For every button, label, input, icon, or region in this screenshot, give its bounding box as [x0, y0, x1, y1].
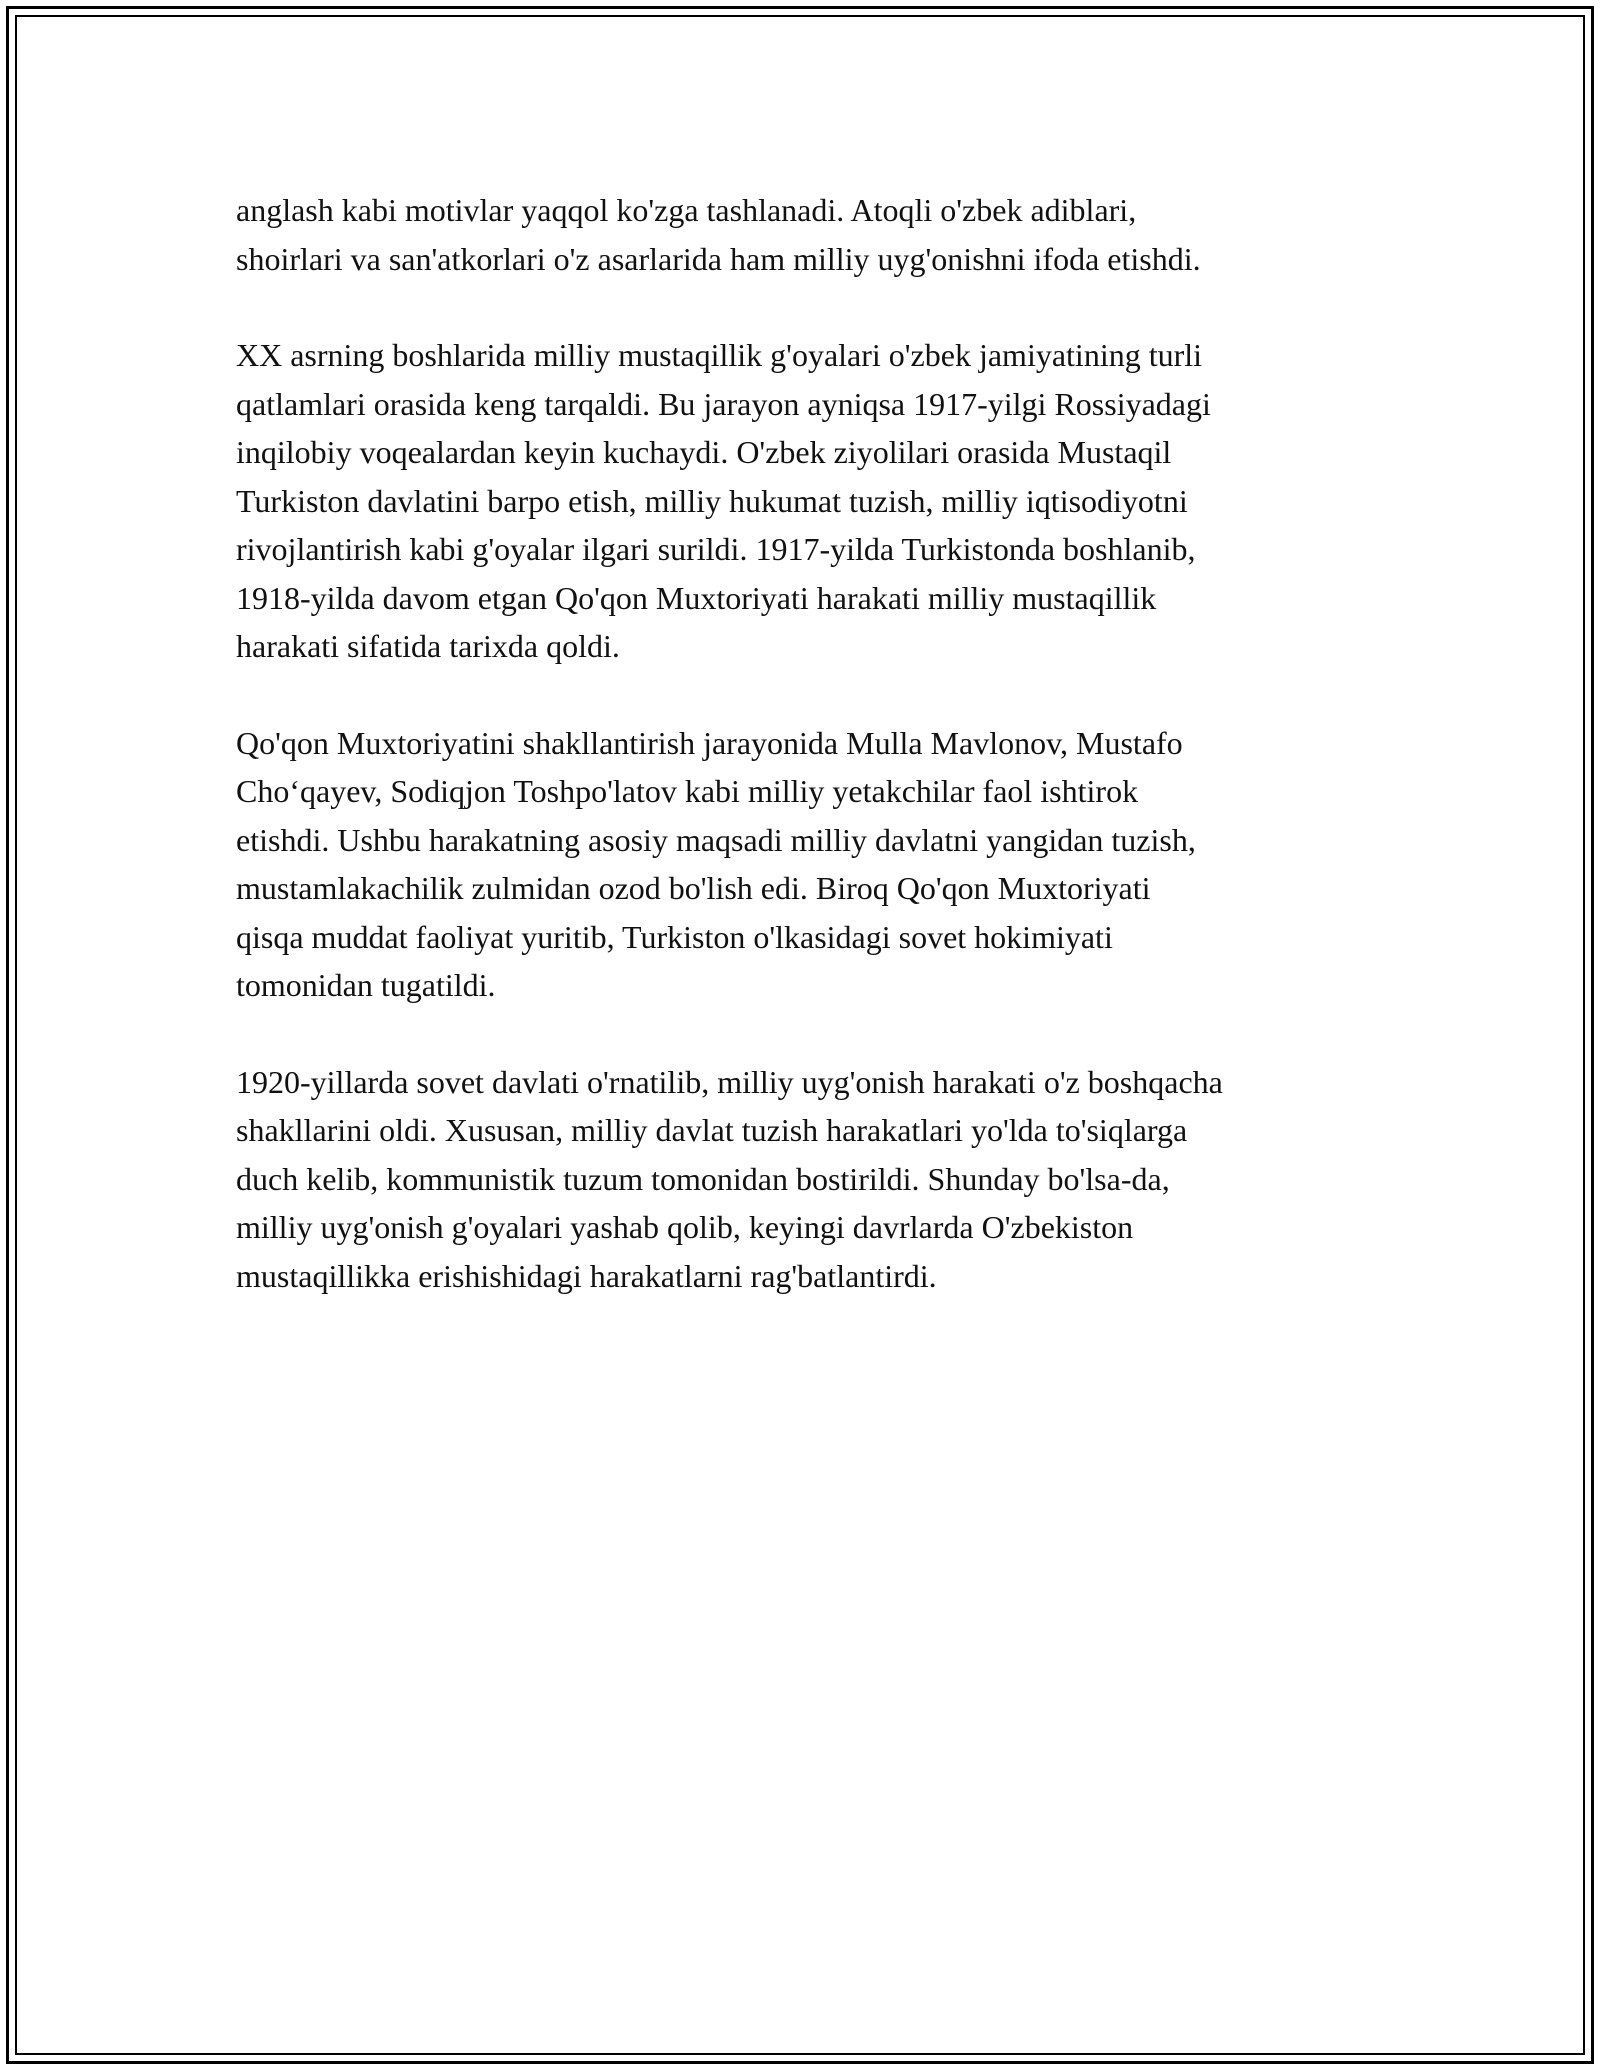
paragraph-3: Qo'qon Muxtoriyatini shakllantirish jarayonida Mulla Mavlonov, Mustafo Cho‘qayev, Sodiqjon Toshpo'latov kabi milliy yetakchilar faol ishtirok etishdi. Ushbu harakatning asosiy maqsadi milliy davlatni yangidan tuzish, mustamlakachilik zulmidan ozod bo'lish edi. Biroq Qo'qon Muxtoriyati qisqa muddat faoliyat yuritib, Turkiston o'lkasidagi sovet hokimiyati tomonidan tugatildi.: [236, 724, 1196, 1003]
paragraph-2: XX asrning boshlarida milliy mustaqillik g'oyalari o'zbek jamiyatining turli qatlamlari orasida keng tarqaldi. Bu jarayon ayniqsa 1917-yilgi Rossiyadagi inqilobiy voqealardan keyin kuchaydi. O'zbek ziyolilari orasida Mustaqil Turkiston davlatini barpo etish, milliy hukumat tuzish, milliy iqtisodiyotni rivojlantirish kabi g'oyalar ilgari surildi. 1917-yilda Turkistonda boshlanib, 1918-yilda davom etgan Qo'qon Muxtoriyati harakati milliy mustaqillik harakati sifatida tarixda qoldi.: [236, 337, 1211, 664]
paragraph-4: 1920-yillarda sovet davlati o'rnatilib, milliy uyg'onish harakati o'z boshqacha shakllarini oldi. Xususan, milliy davlat tuzish harakatlari yo'lda to'siqlarga duch kelib, kommunistik tuzum tomonidan bostirildi. Shunday bo'lsa-da, milliy uyg'onish g'oyalari yashab qolib, keyingi davrlarda O'zbekiston mustaqillikka erishishidagi harakatlarni rag'batlantirdi.: [236, 1063, 1223, 1294]
paragraph-1: anglash kabi motivlar yaqqol ko'zga tashlanadi. Atoqli o'zbek adiblari, shoirlari va san'atkorlari o'z asarlarida ham milliy uyg'onishni ifoda etishdi.: [236, 192, 1201, 277]
document-body: [236, 186, 1416, 1348]
